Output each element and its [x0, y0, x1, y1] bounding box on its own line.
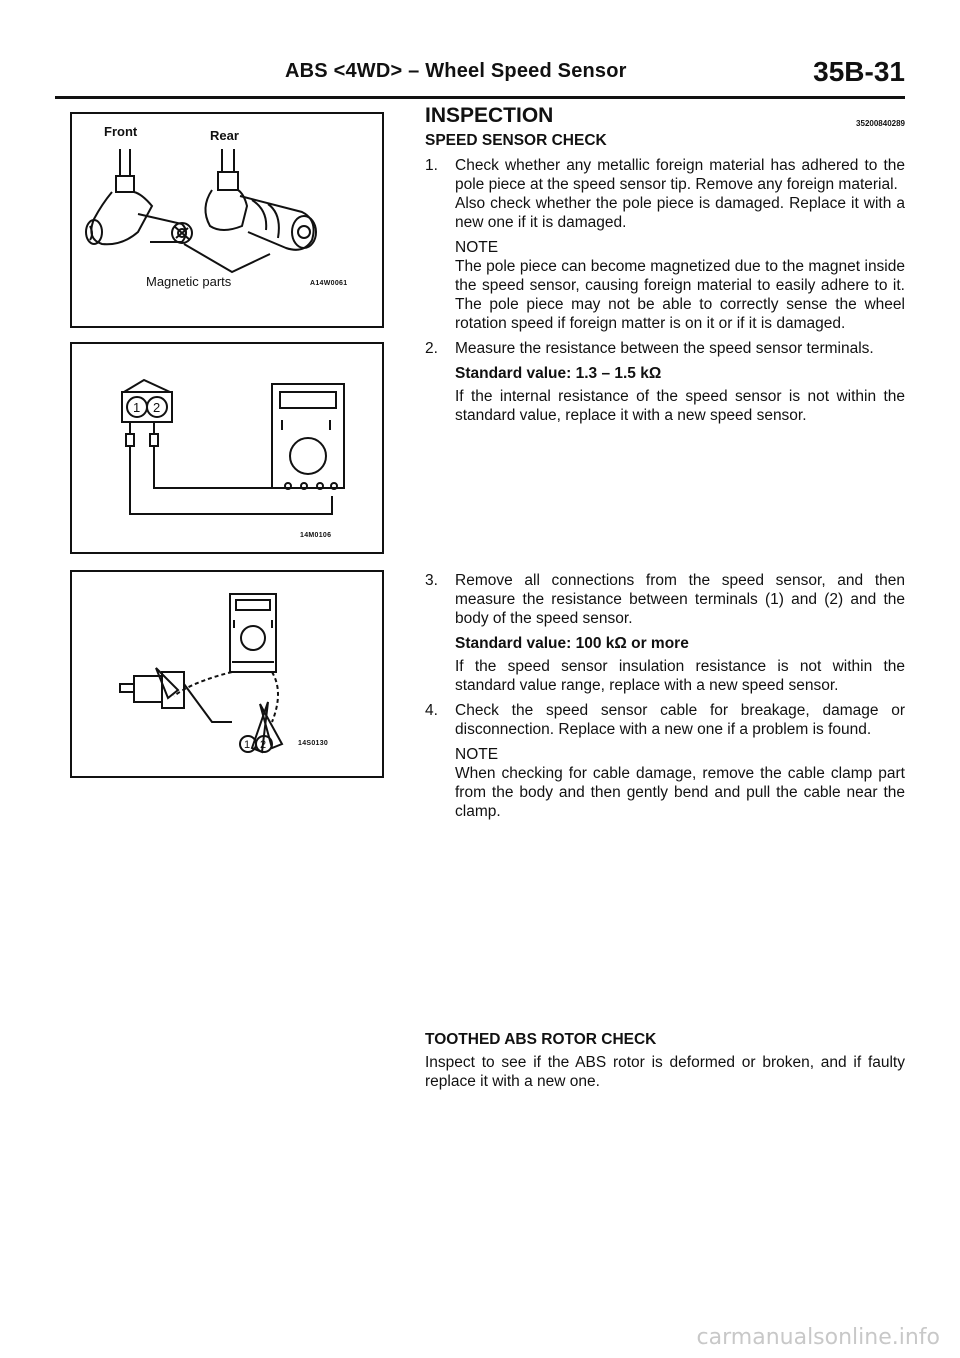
step-number: 2.	[425, 340, 438, 357]
pin-2-label: 2	[153, 400, 161, 415]
figure-sensor-magnetic-parts	[70, 112, 384, 328]
step-text-2: If the speed sensor insulation resistance is not within the standard value range, replace with a new speed sensor.	[455, 658, 905, 694]
watermark: carmanualsonline.info	[696, 1325, 940, 1350]
step-text: Measure the resistance between the speed sensor terminals.	[455, 340, 874, 357]
step-text-2: Also check whether the pole piece is damaged. Replace it with a new one if it is damaged.	[455, 195, 905, 231]
subsection-title: TOOTHED ABS ROTOR CHECK	[425, 1031, 657, 1048]
sensor-illustration	[72, 114, 382, 326]
step-3	[425, 571, 905, 695]
subsection-title: SPEED SENSOR CHECK	[425, 132, 607, 149]
section-title: INSPECTION	[425, 104, 554, 127]
pin-1-label: 1	[133, 400, 141, 415]
step-text-2: If the internal resistance of the speed sensor is not within the standard value, replace it with a new speed sensor.	[455, 388, 905, 424]
inspection-section	[425, 106, 905, 425]
step-number: 3.	[425, 572, 438, 589]
note-title: NOTE	[455, 746, 499, 763]
standard-value: Standard value: 100 kΩ or more	[455, 635, 689, 652]
page-header	[55, 56, 905, 99]
step-text: Check whether any metallic foreign material has adhered to the pole piece at the speed sensor tip. Remove any foreign material.	[455, 157, 905, 193]
note-text: When checking for cable damage, remove the cable clamp part from the body and then gently bend and pull the cable near the clamp.	[455, 765, 905, 820]
step-2	[425, 339, 905, 425]
inspection-section-continued	[425, 571, 905, 821]
rotor-check-section	[425, 1030, 905, 1091]
section-code: 35200840289	[856, 119, 905, 128]
rotor-check-text: Inspect to see if the ABS rotor is deformed or broken, and if faulty replace it with a new one.	[425, 1054, 905, 1090]
standard-value: Standard value: 1.3 – 1.5 kΩ	[455, 365, 662, 382]
page-number: 35B-31	[813, 56, 905, 87]
step-text: Remove all connections from the speed sensor, and then measure the resistance between terminals (1) and (2) and the body of the speed sensor.	[455, 572, 905, 627]
step-4	[425, 701, 905, 821]
label-rear: Rear	[210, 128, 239, 143]
figure-insulation-resistance	[70, 570, 384, 778]
figure-terminal-resistance	[70, 342, 384, 554]
figure-code: 14S0130	[298, 740, 329, 747]
figure-code: 14M0106	[300, 532, 332, 539]
step-text: Check the speed sensor cable for breakage, damage or disconnection. Replace with a new one if a problem is found.	[455, 702, 905, 738]
note-title: NOTE	[455, 239, 499, 256]
figure-code: A14W0061	[310, 280, 348, 287]
page-title: ABS <4WD> – Wheel Speed Sensor	[285, 60, 627, 82]
step-number: 1.	[425, 157, 438, 174]
label-magnetic-parts: Magnetic parts	[146, 274, 232, 289]
step-1	[425, 156, 905, 333]
pin-1-label: 1	[244, 739, 251, 751]
step-number: 4.	[425, 702, 438, 719]
note-text: The pole piece can become magnetized due to the magnet inside the speed sensor, causing foreign material to easily adhere to it. The pole piece may not be able to correctly sense the wheel rotation speed if foreign matter is on it or if it is damaged.	[455, 258, 905, 332]
multimeter-terminal-illustration	[72, 344, 382, 552]
pin-2-label: 2	[260, 739, 267, 751]
label-front: Front	[104, 124, 138, 139]
multimeter-body-illustration	[72, 572, 382, 776]
